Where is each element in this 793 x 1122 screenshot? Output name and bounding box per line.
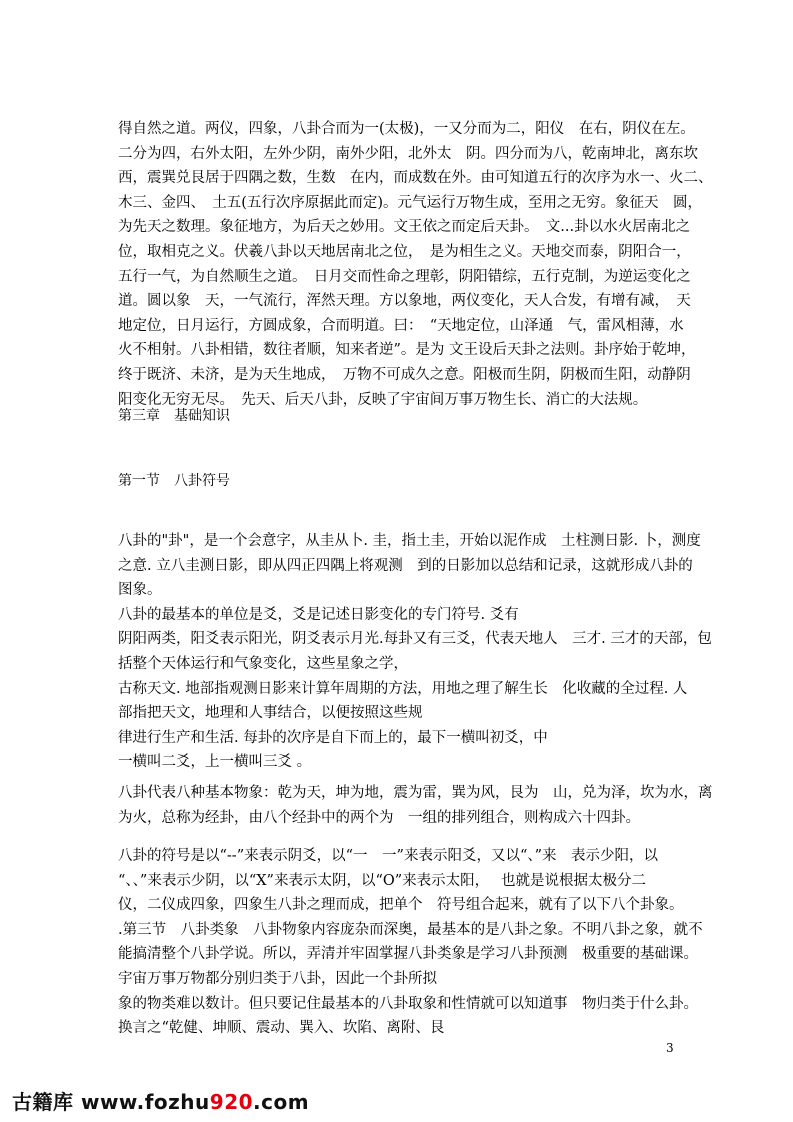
text-line: 为火，总称为经卦，由八个经卦中的两个为 一组的排列组合，则构成六十四卦。 bbox=[118, 809, 640, 826]
text-line: 一横叫二爻，上一横叫三爻 。 bbox=[118, 754, 312, 771]
text-line: 八卦的符号是以“--”来表示阴爻，以“一 一”来表示阳爻，又以“、”来 表示少阳，以 bbox=[118, 848, 659, 864]
watermark-site-name: 古籍库 bbox=[12, 1090, 74, 1114]
text-line: 八卦的最基本的单位是爻，爻是记述日影变化的专门符号. 爻有 bbox=[118, 606, 519, 623]
page-number: 3 bbox=[666, 1041, 674, 1055]
text-line: 换言之“乾健、坤顺、震动、巽入、坎陷、离附、艮 bbox=[118, 1020, 445, 1037]
paragraph-bagua-definition bbox=[118, 529, 712, 775]
text-line: 为先天之数理。象征地方，为后天之妙用。文王依之而定后天卦。 文...卦以水火居南北之 bbox=[118, 219, 691, 236]
text-line: .第三节 八卦类象 八卦物象内容庞杂而深奥，最基本的是八卦之象。不明八卦之象，就不 bbox=[118, 921, 703, 938]
text-line: 二分为四，右外太阳，左外少阴，南外少阳，北外太 阴。四分而为八，乾南坤北，离东坎 bbox=[118, 145, 698, 162]
text-line: 八卦代表八种基本物象：乾为天，坤为地，震为雷，巽为风，艮为 山，兑为泽，坎为水，离 bbox=[118, 785, 713, 801]
text-line: 律进行生产和生活. 每卦的次序是自下而上的，最下一横叫初爻，中 bbox=[118, 729, 548, 746]
paragraph-yin-yang-theory bbox=[118, 117, 713, 412]
paragraph-bagua-symbols bbox=[118, 844, 703, 1041]
text-line: 终于既济、未济，是为天生地成， 万物不可成久之意。阳极而生阴，阴极而生阳，动静阴 bbox=[118, 366, 691, 383]
text-line: 火不相射。八卦相错，数往者顺，知来者逆”。是为 文王设后天卦之法则。卦序始于乾坤， bbox=[118, 342, 696, 359]
text-line: 道。圆以象 天，一气流行，浑然天理。方以象地，两仪变化，天人合发，有增有减， 天 bbox=[118, 293, 691, 310]
text-line: “、、”来表示少阴，以“X”来表示太阴，以“O”来表示太阳， 也就是说根据太极分二 bbox=[118, 872, 647, 889]
text-line: 部指把天文，地理和人事结合，以便按照这些规 bbox=[118, 705, 423, 722]
text-line: 宇宙万事万物都分别归类于八卦，因此一个卦所拟 bbox=[118, 970, 437, 987]
text-line: 西，震巽兑艮居于四隅之数，生数 在内，而成数在外。由可知道五行的次序为水一、火二、 bbox=[118, 170, 713, 187]
text-line: 图象。 bbox=[118, 582, 162, 599]
site-watermark[interactable] bbox=[12, 1086, 309, 1116]
text-line: 能搞清整个八卦学说。所以，弄清并牢固掌握八卦类象是学习八卦预测 极重要的基础课。 bbox=[118, 946, 698, 963]
text-line: 地定位，日月运行，方圆成象，合而明道。曰： “天地定位，山泽通 气，雷风相薄，水 bbox=[118, 317, 684, 334]
watermark-url-number: 920 bbox=[209, 1090, 254, 1114]
watermark-url-suffix: .com bbox=[253, 1090, 310, 1114]
text-line: 象的物类难以数计。但只要记住最基本的八卦取象和性情就可以知道事 物归类于什么卦。 bbox=[118, 995, 698, 1012]
text-line: 五行一气，为自然顺生之道。 日月交而性命之理彰，阴阳错综，五行克制，为逆运变化之 bbox=[118, 268, 691, 285]
text-line: 位，取相克之义。伏羲八卦以天地居南北之位， 是为相生之义。天地交而泰，阴阳合一， bbox=[118, 243, 691, 260]
text-line: 阳变化无穷无尽。 先天、后天八卦，反映了宇宙间万事万物生长、消亡的大法规。 bbox=[118, 391, 648, 408]
text-line: 之意. 立八圭测日影，即从四正四隅上将观测 到的日影加以总结和记录，这就形成八卦的 bbox=[118, 557, 693, 574]
text-line: 括整个天体运行和气象变化，这些星象之学， bbox=[118, 655, 408, 672]
text-line: 仪，二仪成四象，四象生八卦之理而成，把单个 符号组合起来，就有了以下八个卦象。 bbox=[118, 897, 684, 914]
watermark-url-prefix: www.fozhu bbox=[73, 1090, 210, 1114]
text-line: 阴阳两类，阳爻表示阳光，阴爻表示月光.每卦又有三爻，代表天地人 三才. 三才的天部，包 bbox=[118, 631, 712, 648]
section-heading: 第一节 八卦符号 bbox=[118, 473, 230, 489]
chapter-heading: 第三章 基础知识 bbox=[118, 408, 230, 424]
text-line: 木三、金四、 土五(五行次序原据此而定)。元气运行万物生成，至用之无穷。象征天 圆， bbox=[118, 194, 703, 211]
text-line: 得自然之道。两仪，四象，八卦合而为一(太极)，一又分而为二，阳仪 在右，阴仪在左。 bbox=[118, 121, 695, 137]
text-line: 古称天文. 地部指观测日影来计算年周期的方法，用地之理了解生长 化收藏的全过程. 人 bbox=[118, 680, 688, 697]
text-line: 八卦的"卦"，是一个会意字，从圭从卜. 圭，指土圭，开始以泥作成 土柱测日影. 卜，测度 bbox=[118, 533, 701, 549]
paragraph-eight-images bbox=[118, 781, 713, 830]
